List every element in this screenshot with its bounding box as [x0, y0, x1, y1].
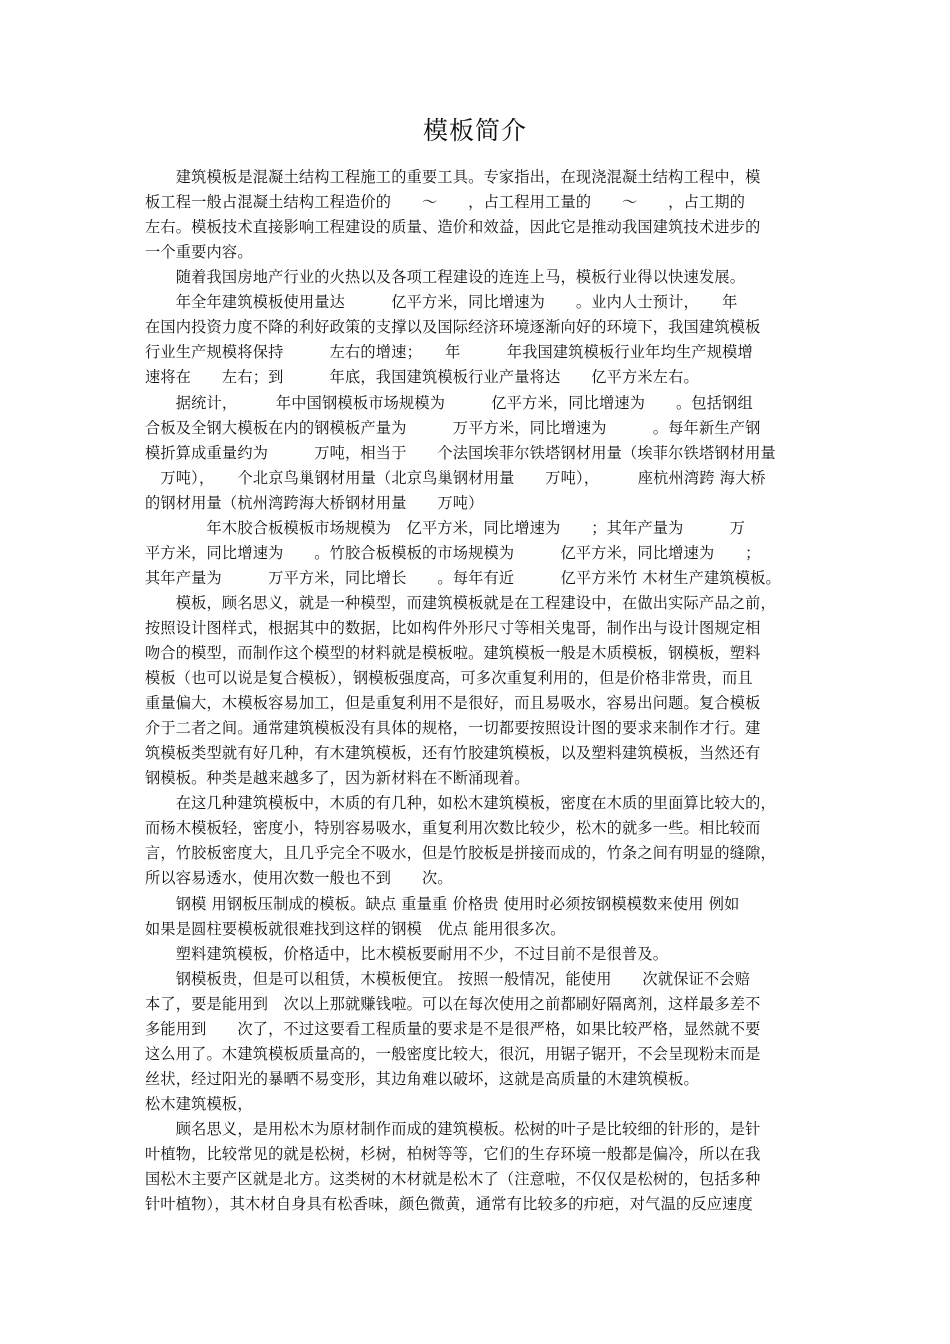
text-line: 一个重要内容。	[145, 243, 253, 262]
text-line: 钢模 用钢板压制成的模板。缺点 重量重 价格贵 使用时必须按钢模模数来使用 例如	[145, 894, 740, 913]
text-line: 钢模板贵，但是可以租赁，木模板便宜。 按照一般情况，能使用 次就保证不会赔	[145, 969, 751, 988]
text-line: 左右。模板技术直接影响工程建设的质量、造价和效益，因此它是推动我国建筑技术进步的	[145, 218, 761, 237]
text-line: 国松木主要产区就是北方。这类树的木材就是松木了（注意啦，不仅仅是松树的，包括多种	[145, 1170, 761, 1188]
text-line: 所以容易透水，使用次数一般也不到 次。	[145, 869, 453, 888]
text-line: 塑料建筑模板，价格适中，比木模板要耐用不少，不过目前不是很普及。	[145, 944, 669, 963]
text-line: 平方米，同比增速为 。竹胶合板模板的市场规模为 亿平方米，同比增速为 ；	[145, 543, 761, 562]
text-line: 在国内投资力度不降的利好政策的支撑以及国际经济环境逐渐向好的环境下，我国建筑模板	[145, 318, 761, 337]
text-line: 行业生产规模将保持 左右的增速； 年 年我国建筑模板行业年均生产规模增	[145, 343, 753, 362]
text-line: 按照设计图样式，根据其中的数据，比如构件外形尺寸等相关鬼哥，制作出与设计图规定相	[145, 618, 761, 637]
text-line: 本了，要是能用到 次以上那就赚钱啦。可以在每次使用之前都刷好隔离剂，这样最多差不	[145, 994, 761, 1013]
text-line: 模板（也可以说是复合模板），钢模板强度高，可多次重复利用的，但是价格非常贵，而且	[145, 669, 753, 687]
text-line: 多能用到 次了，不过这要看工程质量的要求是不是很严格，如果比较严格，显然就不要	[145, 1019, 761, 1038]
text-line: 在这几种建筑模板中，木质的有几种，如松木建筑模板，密度在木质的里面算比较大的，	[145, 794, 776, 813]
text-line: 如果是圆柱要模板就很难找到这样的钢模 优点 能用很多次。	[145, 919, 566, 938]
text-line: 钢模板。种类是越来越多了，因为新材料在不断涌现着。	[145, 769, 530, 788]
text-line: 年全年建筑模板使用量达 亿平方米，同比增速为 。业内人士预计， 年	[145, 293, 738, 312]
text-line: 速将在 左右；到 年底，我国建筑模板行业产量将达 亿平方米左右。	[145, 368, 699, 387]
text-line: 筑模板类型就有好几种，有木建筑模板，还有竹胶建筑模板，以及塑料建筑模板，当然还有	[145, 744, 761, 763]
document-title: 模板简介	[422, 116, 527, 145]
text-line: 而杨木模板轻，密度小，特别容易吸水，重复利用次数比较少，松木的就多一些。相比较而	[145, 819, 761, 838]
text-line: 随着我国房地产行业的火热以及各项工程建设的连连上马，模板行业得以快速发展。	[145, 268, 746, 287]
text-line: 叶植物，比较常见的就是松树，杉树，柏树等等，它们的生存环境一般都是偏冷，所以在我	[145, 1145, 761, 1163]
text-line: 建筑模板是混凝土结构工程施工的重要工具。专家指出，在现浇混凝土结构工程中，模	[145, 168, 761, 186]
text-line: 吻合的模型，而制作这个模型的材料就是模板啦。建筑模板一般是木质模板，钢模板，塑料	[145, 644, 761, 662]
text-line: 松木建筑模板，	[145, 1094, 253, 1113]
text-line: 言，竹胶板密度大，且几乎完全不吸水，但是竹胶板是拼接而成的，竹条之间有明显的缝隙，	[145, 844, 776, 863]
text-line: 合板及全钢大模板在内的钢模板产量为 万平方米，同比增速为 。每年新生产钢	[145, 418, 761, 437]
text-line: 模板，顾名思义，就是一种模型，而建筑模板就是在工程建设中，在做出实际产品之前，	[145, 593, 776, 612]
text-line: 其年产量为 万平方米，同比增长 。每年有近 亿平方米竹 木材生产建筑模板。	[145, 568, 781, 587]
text-line: 模折算成重量约为 万吨，相当于 个法国埃菲尔铁塔钢材用量（埃菲尔铁塔钢材用量	[145, 443, 776, 462]
text-line: 的钢材用量（杭州湾跨海大桥钢材用量 万吨）	[145, 493, 484, 512]
text-line: 介于二者之间。通常建筑模板没有具体的规格，一切都要按照设计图的要求来制作才行。建	[145, 719, 761, 738]
text-line: 重量偏大，木模板容易加工，但是重复利用不是很好，而且易吸水，容易出问题。复合模板	[145, 694, 761, 713]
text-line: 年木胶合板模板市场规模为 亿平方米，同比增速为 ；其年产量为 万	[145, 518, 746, 537]
text-line: 针叶植物），其木材自身具有松香味，颜色微黄，通常有比较多的疖疤，对气温的反应速度	[145, 1195, 753, 1213]
text-line: 丝状，经过阳光的暴晒不易变形，其边角难以破坏，这就是高质量的木建筑模板。	[145, 1069, 699, 1088]
text-line: 据统计， 年中国钢模板市场规模为 亿平方米，同比增速为 。包括钢组	[145, 393, 753, 412]
text-line: 顾名思义，是用松木为原材制作而成的建筑模板。松树的叶子是比较细的针形的，是针	[145, 1119, 761, 1138]
text-line: 这么用了。木建筑模板质量高的，一般密度比较大，很沉，用锯子锯开，不会呈现粉末而是	[145, 1044, 761, 1063]
text-line: 万吨）， 个北京鸟巢钢材用量（北京鸟巢钢材用量 万吨）， 座杭州湾跨 海大桥	[145, 468, 766, 487]
text-line: 板工程一般占混凝土结构工程造价的 ～ ，占工程用工量的 ～ ，占工期的	[145, 193, 746, 212]
